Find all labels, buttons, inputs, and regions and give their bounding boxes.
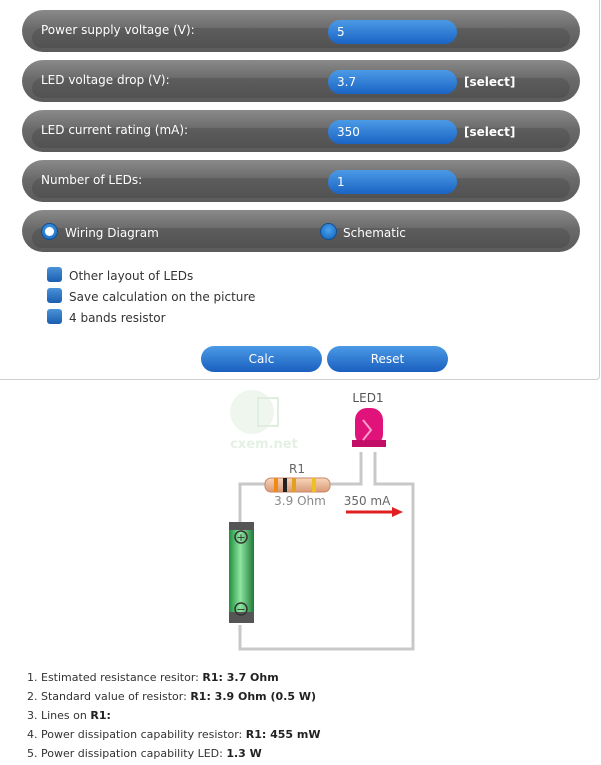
watermark-logo	[230, 390, 298, 452]
other-layout-checkbox[interactable]	[47, 267, 62, 282]
supply-voltage-label: Power supply voltage (V):	[41, 23, 195, 37]
current-label: 350 mA	[343, 494, 391, 508]
four-bands-checkbox[interactable]	[47, 309, 62, 324]
result-item: 3. Lines on R1:	[27, 709, 111, 722]
led-count-input[interactable]	[328, 170, 457, 194]
led-current-label: LED current rating (mA):	[41, 123, 189, 137]
led-current-select-link[interactable]: [select]	[464, 125, 516, 139]
wire-left	[240, 484, 265, 522]
watermark-text: cxem.net	[230, 437, 298, 452]
calc-button[interactable]: Calc	[201, 346, 322, 372]
four-bands-label[interactable]: 4 bands resistor	[69, 311, 166, 325]
led-icon	[352, 408, 386, 447]
schematic-radio[interactable]	[321, 224, 336, 239]
result-item: 5. Power dissipation capability LED: 1.3 W	[27, 747, 262, 760]
result-item: 2. Standard value of resistor: R1: 3.9 Ohm (0.5 W)	[27, 690, 316, 703]
wiring-diagram-label[interactable]: Wiring Diagram	[65, 226, 159, 240]
resistor-label: R1	[289, 462, 305, 476]
battery-minus-label: −	[236, 603, 246, 616]
wiring-diagram-radio[interactable]	[42, 224, 57, 239]
resistor-value: 3.9 Ohm	[274, 494, 326, 508]
led-voltage-drop-input[interactable]	[328, 70, 457, 94]
save-calculation-label[interactable]: Save calculation on the picture	[69, 290, 256, 304]
led-voltage-drop-row	[22, 60, 580, 102]
led-label: LED1	[352, 391, 384, 405]
led-voltage-select-link[interactable]: [select]	[464, 75, 516, 89]
wiring-diagram	[0, 382, 601, 672]
save-calculation-checkbox[interactable]	[47, 288, 62, 303]
supply-voltage-row	[22, 10, 580, 52]
battery-plus-label: +	[236, 531, 246, 544]
wire-resistor-led	[330, 452, 361, 484]
resistor-icon	[265, 478, 330, 492]
supply-voltage-input[interactable]	[328, 20, 457, 44]
schematic-label[interactable]: Schematic	[343, 226, 406, 240]
view-mode-row	[22, 210, 580, 252]
calculator-panel	[0, 0, 600, 380]
result-item: 1. Estimated resistance resitor: R1: 3.7 Ohm	[27, 671, 279, 684]
current-arrow-icon	[346, 507, 403, 517]
result-item: 4. Power dissipation capability resistor: R1: 455 mW	[27, 728, 321, 741]
led-current-row	[22, 110, 580, 152]
led-count-label: Number of LEDs:	[41, 173, 143, 187]
reset-button[interactable]: Reset	[327, 346, 448, 372]
results-list	[27, 670, 320, 765]
other-layout-label[interactable]: Other layout of LEDs	[69, 269, 194, 283]
led-current-input[interactable]	[328, 120, 457, 144]
led-voltage-drop-label: LED voltage drop (V):	[41, 73, 170, 87]
led-count-row	[22, 160, 580, 202]
